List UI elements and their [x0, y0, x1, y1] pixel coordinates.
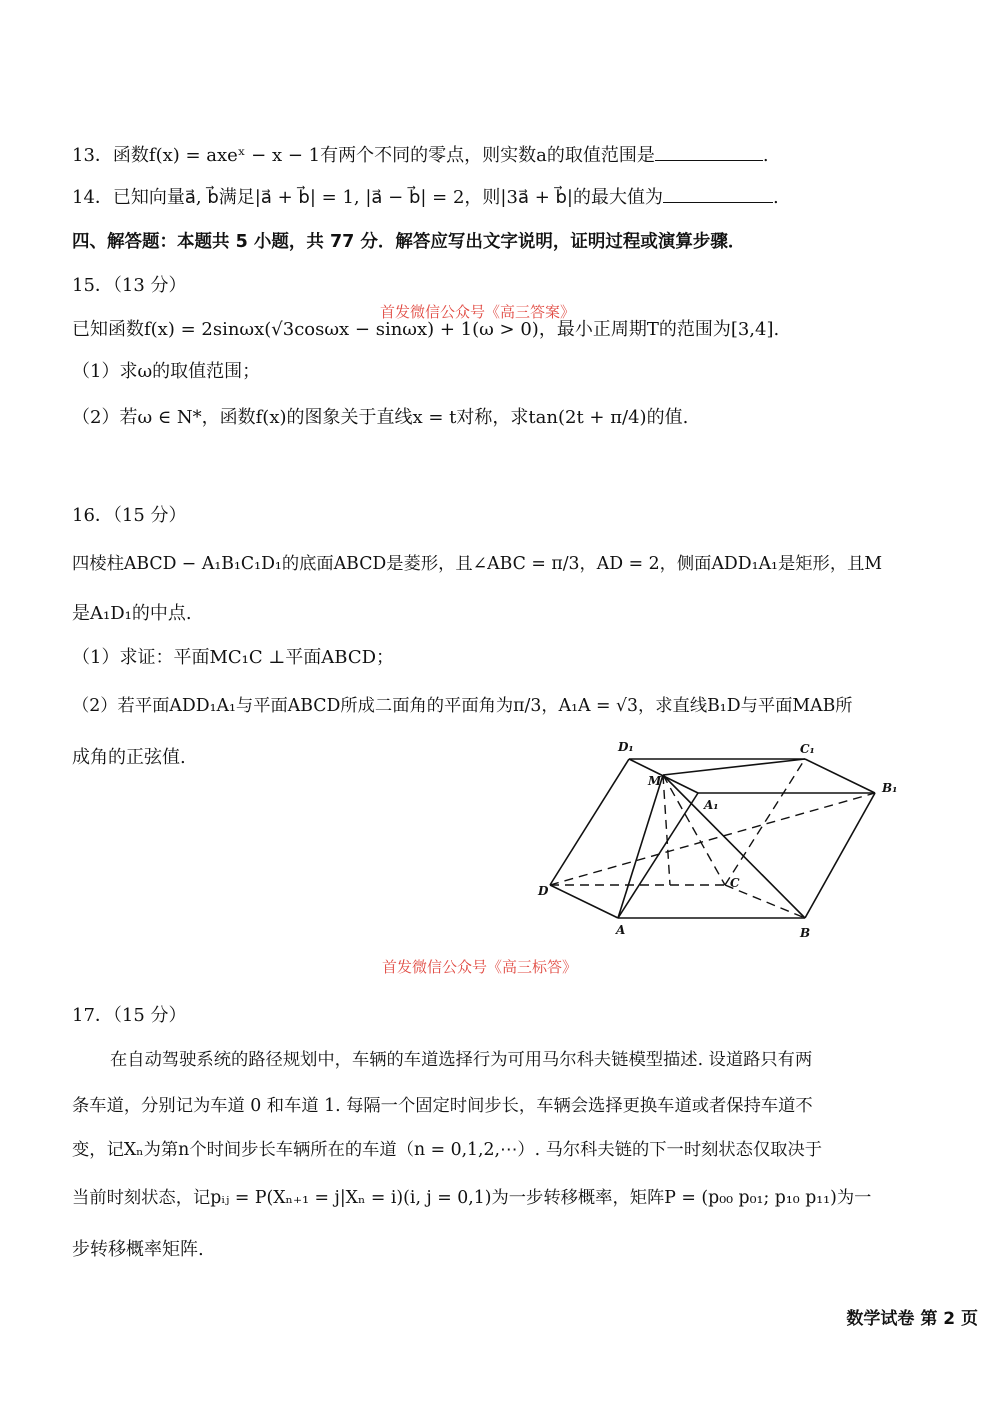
prism-figure — [530, 735, 910, 945]
label-a: A — [616, 923, 626, 937]
q16-part2-line2: 成角的正弦值. — [72, 747, 186, 768]
label-d: D — [538, 884, 549, 898]
answer-blank-14 — [663, 186, 773, 203]
q16-heading: 16．（15 分） — [72, 505, 187, 526]
q15-heading: 15．（13 分） — [72, 275, 187, 296]
q16-part1: （1）求证：平面MC₁C ⊥平面ABCD； — [72, 647, 395, 668]
edge-da — [550, 885, 618, 918]
question-13: 13．函数f(x) = axeˣ − x − 1有两个不同的零点，则实数a的取值范围是 . — [72, 145, 769, 166]
edge-ma — [618, 775, 663, 918]
label-c1: C₁ — [800, 742, 815, 756]
q17-heading: 17．（15 分） — [72, 1005, 187, 1026]
edge-cc1 — [725, 759, 805, 885]
edge-c1m — [663, 759, 805, 775]
label-d1: D₁ — [618, 740, 634, 754]
q17-line5: 步转移概率矩阵. — [72, 1239, 204, 1260]
label-b: B — [800, 926, 811, 940]
q16-stem-line1: 四棱柱ABCD − A₁B₁C₁D₁的底面ABCD是菱形，且∠ABC = π/3，AD = 2，侧面ADD₁A₁是矩形，且M — [72, 554, 883, 574]
page-footer: 数学试卷 第 2 页 — [846, 1309, 978, 1329]
q15-part2: （2）若ω ∈ N*，函数f(x)的图象关于直线x = t对称，求tan(2t + π/4)的值. — [72, 407, 689, 428]
q15-stem: 已知函数f(x) = 2sinωx(√3cosωx − sinωx) + 1(ω > 0)，最小正周期T的范围为[3,4]. — [72, 319, 780, 340]
watermark-top: 首发微信公众号《高三答案》 — [380, 303, 576, 321]
q17-line1: 在自动驾驶系统的路径规划中，车辆的车道选择行为可用马尔科夫链模型描述. 设道路只有两 — [110, 1050, 813, 1070]
question-14: 14．已知向量a⃗, b⃗满足|a⃗ + b⃗| = 1, |a⃗ − b⃗| = 2，则|3a⃗ + b⃗|的最大值为 . — [72, 187, 779, 208]
q17-line4: 当前时刻状态，记pᵢⱼ = P(Xₙ₊₁ = j|Xₙ = i)(i, j = 0,1)为一步转移概率，矩阵P = (p₀₀ p₀₁; p₁₀ p₁₁)为一 — [72, 1188, 872, 1208]
answer-blank-13 — [655, 144, 763, 161]
q15-part1: （1）求ω的取值范围； — [72, 361, 261, 382]
section-heading: 四、解答题：本题共 5 小题，共 77 分．解答应写出文字说明，证明过程或演算步骤． — [72, 232, 746, 252]
edge-aa1 — [618, 793, 698, 918]
watermark-bottom: 首发微信公众号《高三标答》 — [382, 958, 578, 976]
label-m: M — [648, 774, 662, 788]
edge-c1b1 — [805, 759, 875, 793]
edge-m-foot — [663, 775, 670, 885]
edge-bb1 — [805, 793, 875, 918]
label-a1: A₁ — [704, 798, 719, 812]
q17-line3: 变，记Xₙ为第n个时间步长车辆所在的车道（n = 0,1,2,⋯）. 马尔科夫链的下一时刻状态仅取决于 — [72, 1140, 823, 1160]
q17-line2: 条车道，分别记为车道 0 和车道 1. 每隔一个固定时间步长，车辆会选择更换车道或者保持车道不 — [72, 1096, 813, 1116]
label-b1: B₁ — [882, 781, 898, 795]
q16-part2-line1: （2）若平面ADD₁A₁与平面ABCD所成二面角的平面角为π/3，A₁A = √3，求直线B₁D与平面MAB所 — [72, 696, 853, 716]
q16-stem-line2: 是A₁D₁的中点. — [72, 603, 192, 624]
label-c: C — [730, 876, 740, 890]
edge-d1d — [550, 759, 629, 885]
